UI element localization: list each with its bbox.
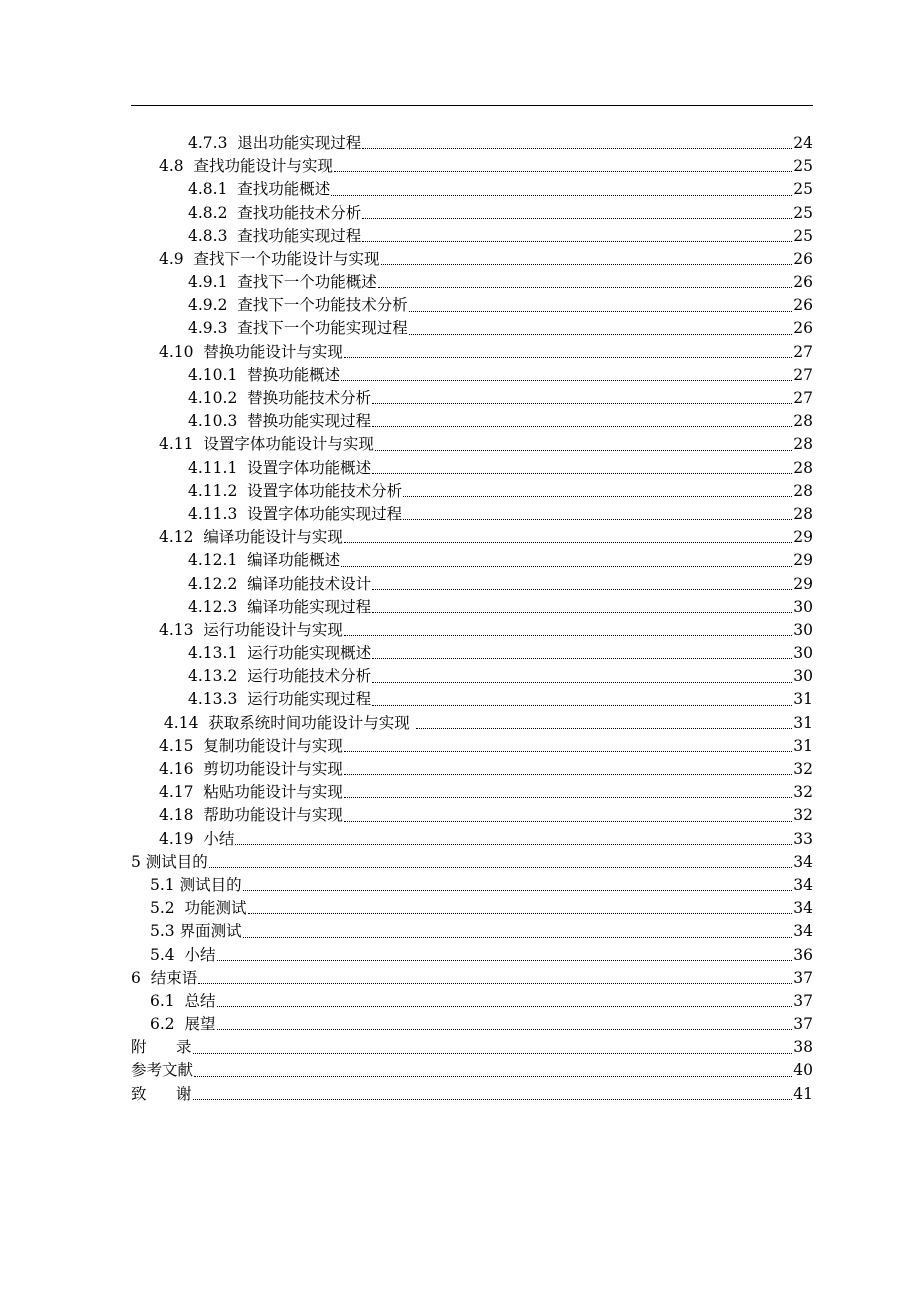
toc-entry-title: 4.12 编译功能设计与实现: [159, 528, 343, 547]
toc-entry-title: 4.8 查找功能设计与实现: [159, 157, 334, 176]
toc-entry-page-number: 26: [793, 249, 813, 268]
toc-dot-leader: [372, 425, 792, 427]
toc-entry[interactable]: [131, 225, 813, 248]
toc-entry-page-number: 36: [793, 945, 813, 964]
toc-entry[interactable]: [131, 689, 813, 712]
toc-entry-title: 4.11.2 设置字体功能技术分析: [188, 481, 403, 500]
toc-entry[interactable]: [131, 132, 813, 155]
toc-entry-page-number: 28: [793, 504, 813, 523]
toc-entry-title: 4.8.3 查找功能实现过程: [188, 226, 362, 245]
toc-entry[interactable]: [131, 1060, 813, 1083]
toc-dot-leader: [372, 588, 792, 590]
toc-entry[interactable]: [131, 364, 813, 387]
toc-dot-leader: [193, 1098, 793, 1100]
toc-entry-title: 4.9 查找下一个功能设计与实现: [159, 249, 380, 268]
toc-dot-leader: [344, 773, 792, 775]
toc-entry[interactable]: [131, 874, 813, 897]
toc-entry-page-number: 34: [793, 899, 813, 918]
toc-entry-page-number: 30: [793, 644, 813, 663]
toc-dot-leader: [235, 843, 792, 845]
toc-dot-leader: [403, 518, 792, 520]
toc-dot-leader: [217, 959, 793, 961]
toc-entry[interactable]: [131, 549, 813, 572]
toc-entry[interactable]: [131, 1013, 813, 1036]
toc-dot-leader: [409, 333, 792, 335]
toc-entry-page-number: 31: [793, 690, 813, 709]
toc-entry[interactable]: [131, 318, 813, 341]
toc-entry-title: 4.9.2 查找下一个功能技术分析: [188, 296, 408, 315]
toc-dot-leader: [344, 820, 792, 822]
toc-entry-page-number: 26: [793, 273, 813, 292]
toc-entry-title: 4.16 剪切功能设计与实现: [159, 760, 343, 779]
toc-entry-title: 4.13.3 运行功能实现过程: [188, 690, 372, 709]
toc-entry-page-number: 26: [793, 319, 813, 338]
toc-entry[interactable]: [131, 410, 813, 433]
toc-entry-page-number: 28: [793, 481, 813, 500]
toc-entry[interactable]: [131, 758, 813, 781]
toc-entry[interactable]: [131, 271, 813, 294]
toc-entry-page-number: 25: [793, 180, 813, 199]
toc-dot-leader: [331, 194, 792, 196]
toc-entry-title: 4.15 复制功能设计与实现: [159, 736, 343, 755]
toc-dot-leader: [217, 1005, 793, 1007]
toc-entry-title: 4.12.2 编译功能技术设计: [188, 574, 372, 593]
toc-entry[interactable]: [131, 457, 813, 480]
toc-dot-leader: [193, 1052, 793, 1054]
toc-entry-page-number: 32: [793, 806, 813, 825]
toc-dot-leader: [344, 634, 792, 636]
toc-entry[interactable]: [131, 248, 813, 271]
toc-entry[interactable]: [131, 1036, 813, 1059]
toc-entry-page-number: 40: [793, 1061, 813, 1080]
toc-entry-title: 致 谢: [131, 1084, 192, 1103]
toc-dot-leader: [344, 796, 792, 798]
toc-entry[interactable]: [131, 804, 813, 827]
toc-dot-leader: [341, 565, 792, 567]
toc-dot-leader: [416, 727, 793, 729]
toc-entry[interactable]: [131, 920, 813, 943]
toc-dot-leader: [341, 379, 792, 381]
toc-entry-title: 4.9.3 查找下一个功能实现过程: [188, 319, 408, 338]
toc-dot-leader: [217, 1028, 793, 1030]
toc-entry-page-number: 32: [793, 783, 813, 802]
toc-entry-page-number: 30: [793, 667, 813, 686]
toc-entry-page-number: 31: [793, 736, 813, 755]
toc-entry-page-number: 25: [793, 157, 813, 176]
toc-entry[interactable]: [131, 781, 813, 804]
toc-entry[interactable]: [131, 712, 813, 735]
toc-entry[interactable]: [131, 341, 813, 364]
toc-entry[interactable]: [131, 619, 813, 642]
toc-entry-title: 4.10 替换功能设计与实现: [159, 342, 343, 361]
toc-entry[interactable]: [131, 155, 813, 178]
toc-entry-title: 5 测试目的: [131, 852, 208, 871]
toc-entry-page-number: 26: [793, 296, 813, 315]
toc-dot-leader: [403, 495, 792, 497]
toc-entry-title: 5.4 小结: [150, 945, 216, 964]
toc-entry-title: 4.7.3 退出功能实现过程: [188, 133, 362, 152]
toc-entry-title: 4.18 帮助功能设计与实现: [159, 806, 343, 825]
toc-entry-title: 4.10.1 替换功能概述: [188, 365, 341, 384]
toc-entry-title: 6.2 展望: [150, 1015, 216, 1034]
toc-entry-title: 附 录: [131, 1038, 192, 1057]
toc-dot-leader: [372, 704, 792, 706]
toc-entry-title: 4.17 粘贴功能设计与实现: [159, 783, 343, 802]
toc-entry-title: 4.11.1 设置字体功能概述: [188, 458, 372, 477]
toc-entry-page-number: 25: [793, 226, 813, 245]
toc-entry-page-number: 29: [793, 574, 813, 593]
toc-entry-title: 4.8.2 查找功能技术分析: [188, 203, 362, 222]
toc-entry[interactable]: [131, 526, 813, 549]
toc-entry-page-number: 30: [793, 620, 813, 639]
toc-dot-leader: [243, 936, 793, 938]
toc-entry[interactable]: [131, 967, 813, 990]
toc-entry-title: 4.12.3 编译功能实现过程: [188, 597, 372, 616]
toc-entry[interactable]: [131, 178, 813, 201]
toc-dot-leader: [362, 240, 792, 242]
toc-dot-leader: [334, 170, 792, 172]
toc-entry-title: 4.8.1 查找功能概述: [188, 180, 331, 199]
toc-entry-title: 4.19 小结: [159, 829, 235, 848]
toc-dot-leader: [378, 286, 792, 288]
toc-entry-title: 6 结束语: [131, 968, 198, 987]
toc-entry-page-number: 28: [793, 412, 813, 431]
toc-entry-page-number: 29: [793, 528, 813, 547]
toc-entry-page-number: 37: [793, 991, 813, 1010]
toc-entry-title: 4.14 获取系统时间功能设计与实现: [159, 713, 415, 732]
toc-entry[interactable]: [131, 665, 813, 688]
toc-dot-leader: [372, 681, 792, 683]
toc-entry[interactable]: [131, 851, 813, 874]
toc-entry-page-number: 41: [793, 1084, 813, 1103]
toc-entry[interactable]: [131, 897, 813, 920]
toc-entry-page-number: 38: [793, 1038, 813, 1057]
toc-entry-page-number: 37: [793, 968, 813, 987]
header-rule: [131, 105, 813, 106]
toc-dot-leader: [372, 611, 792, 613]
toc-entry-page-number: 34: [793, 852, 813, 871]
toc-dot-leader: [372, 657, 792, 659]
toc-dot-leader: [248, 912, 793, 914]
toc-entry-title: 5.1 测试目的: [150, 875, 242, 894]
toc-dot-leader: [362, 147, 792, 149]
toc-entry-page-number: 33: [793, 829, 813, 848]
toc-dot-leader: [409, 310, 792, 312]
toc-dot-leader: [344, 541, 792, 543]
toc-dot-leader: [344, 356, 792, 358]
toc-entry-title: 4.11 设置字体功能设计与实现: [159, 435, 374, 454]
toc-entry-title: 4.13.1 运行功能实现概述: [188, 644, 372, 663]
toc-entry[interactable]: [131, 202, 813, 225]
toc-entry[interactable]: [131, 990, 813, 1013]
toc-dot-leader: [243, 889, 793, 891]
toc-entry[interactable]: [131, 1083, 813, 1106]
toc-dot-leader: [362, 217, 792, 219]
toc-entry-page-number: 27: [793, 365, 813, 384]
toc-entry-title: 5.2 功能测试: [150, 899, 247, 918]
toc-entry-page-number: 31: [793, 713, 813, 732]
toc-entry[interactable]: [131, 828, 813, 851]
toc-entry-page-number: 34: [793, 875, 813, 894]
toc-entry-title: 6.1 总结: [150, 991, 216, 1010]
toc-dot-leader: [194, 1075, 792, 1077]
toc-entry-title: 4.10.2 替换功能技术分析: [188, 389, 372, 408]
toc-entry[interactable]: [131, 503, 813, 526]
toc-entry[interactable]: [131, 480, 813, 503]
toc-entry-title: 4.11.3 设置字体功能实现过程: [188, 504, 403, 523]
toc-entry-title: 4.9.1 查找下一个功能概述: [188, 273, 377, 292]
toc-entry-title: 4.13 运行功能设计与实现: [159, 620, 343, 639]
toc-entry-title: 4.10.3 替换功能实现过程: [188, 412, 372, 431]
toc-entry-title: 4.12.1 编译功能概述: [188, 551, 341, 570]
toc-entry-title: 参考文献: [131, 1061, 194, 1080]
toc-dot-leader: [344, 750, 792, 752]
toc-entry-title: 4.13.2 运行功能技术分析: [188, 667, 372, 686]
toc-dot-leader: [381, 263, 793, 265]
toc-entry[interactable]: [131, 387, 813, 410]
toc-entry[interactable]: [131, 596, 813, 619]
toc-entry-page-number: 27: [793, 389, 813, 408]
toc-entry[interactable]: [131, 642, 813, 665]
toc-entry-page-number: 37: [793, 1015, 813, 1034]
toc-entry-page-number: 30: [793, 597, 813, 616]
toc-entry-title: 5.3 界面测试: [150, 922, 242, 941]
toc-entry[interactable]: [131, 433, 813, 456]
toc-entry[interactable]: [131, 735, 813, 758]
toc-entry[interactable]: [131, 944, 813, 967]
toc-dot-leader: [198, 982, 792, 984]
toc-entry[interactable]: [131, 294, 813, 317]
toc-entry-page-number: 28: [793, 435, 813, 454]
toc-entry[interactable]: [131, 573, 813, 596]
toc-dot-leader: [375, 449, 792, 451]
toc-entry-page-number: 27: [793, 342, 813, 361]
toc-entry-page-number: 24: [793, 133, 813, 152]
toc-entry-page-number: 32: [793, 760, 813, 779]
toc-entry-page-number: 34: [793, 922, 813, 941]
toc-entry-page-number: 28: [793, 458, 813, 477]
toc-entry-page-number: 25: [793, 203, 813, 222]
toc-entry-page-number: 29: [793, 551, 813, 570]
toc-dot-leader: [372, 402, 792, 404]
table-of-contents: [131, 132, 813, 1106]
toc-dot-leader: [209, 866, 792, 868]
toc-dot-leader: [372, 472, 792, 474]
